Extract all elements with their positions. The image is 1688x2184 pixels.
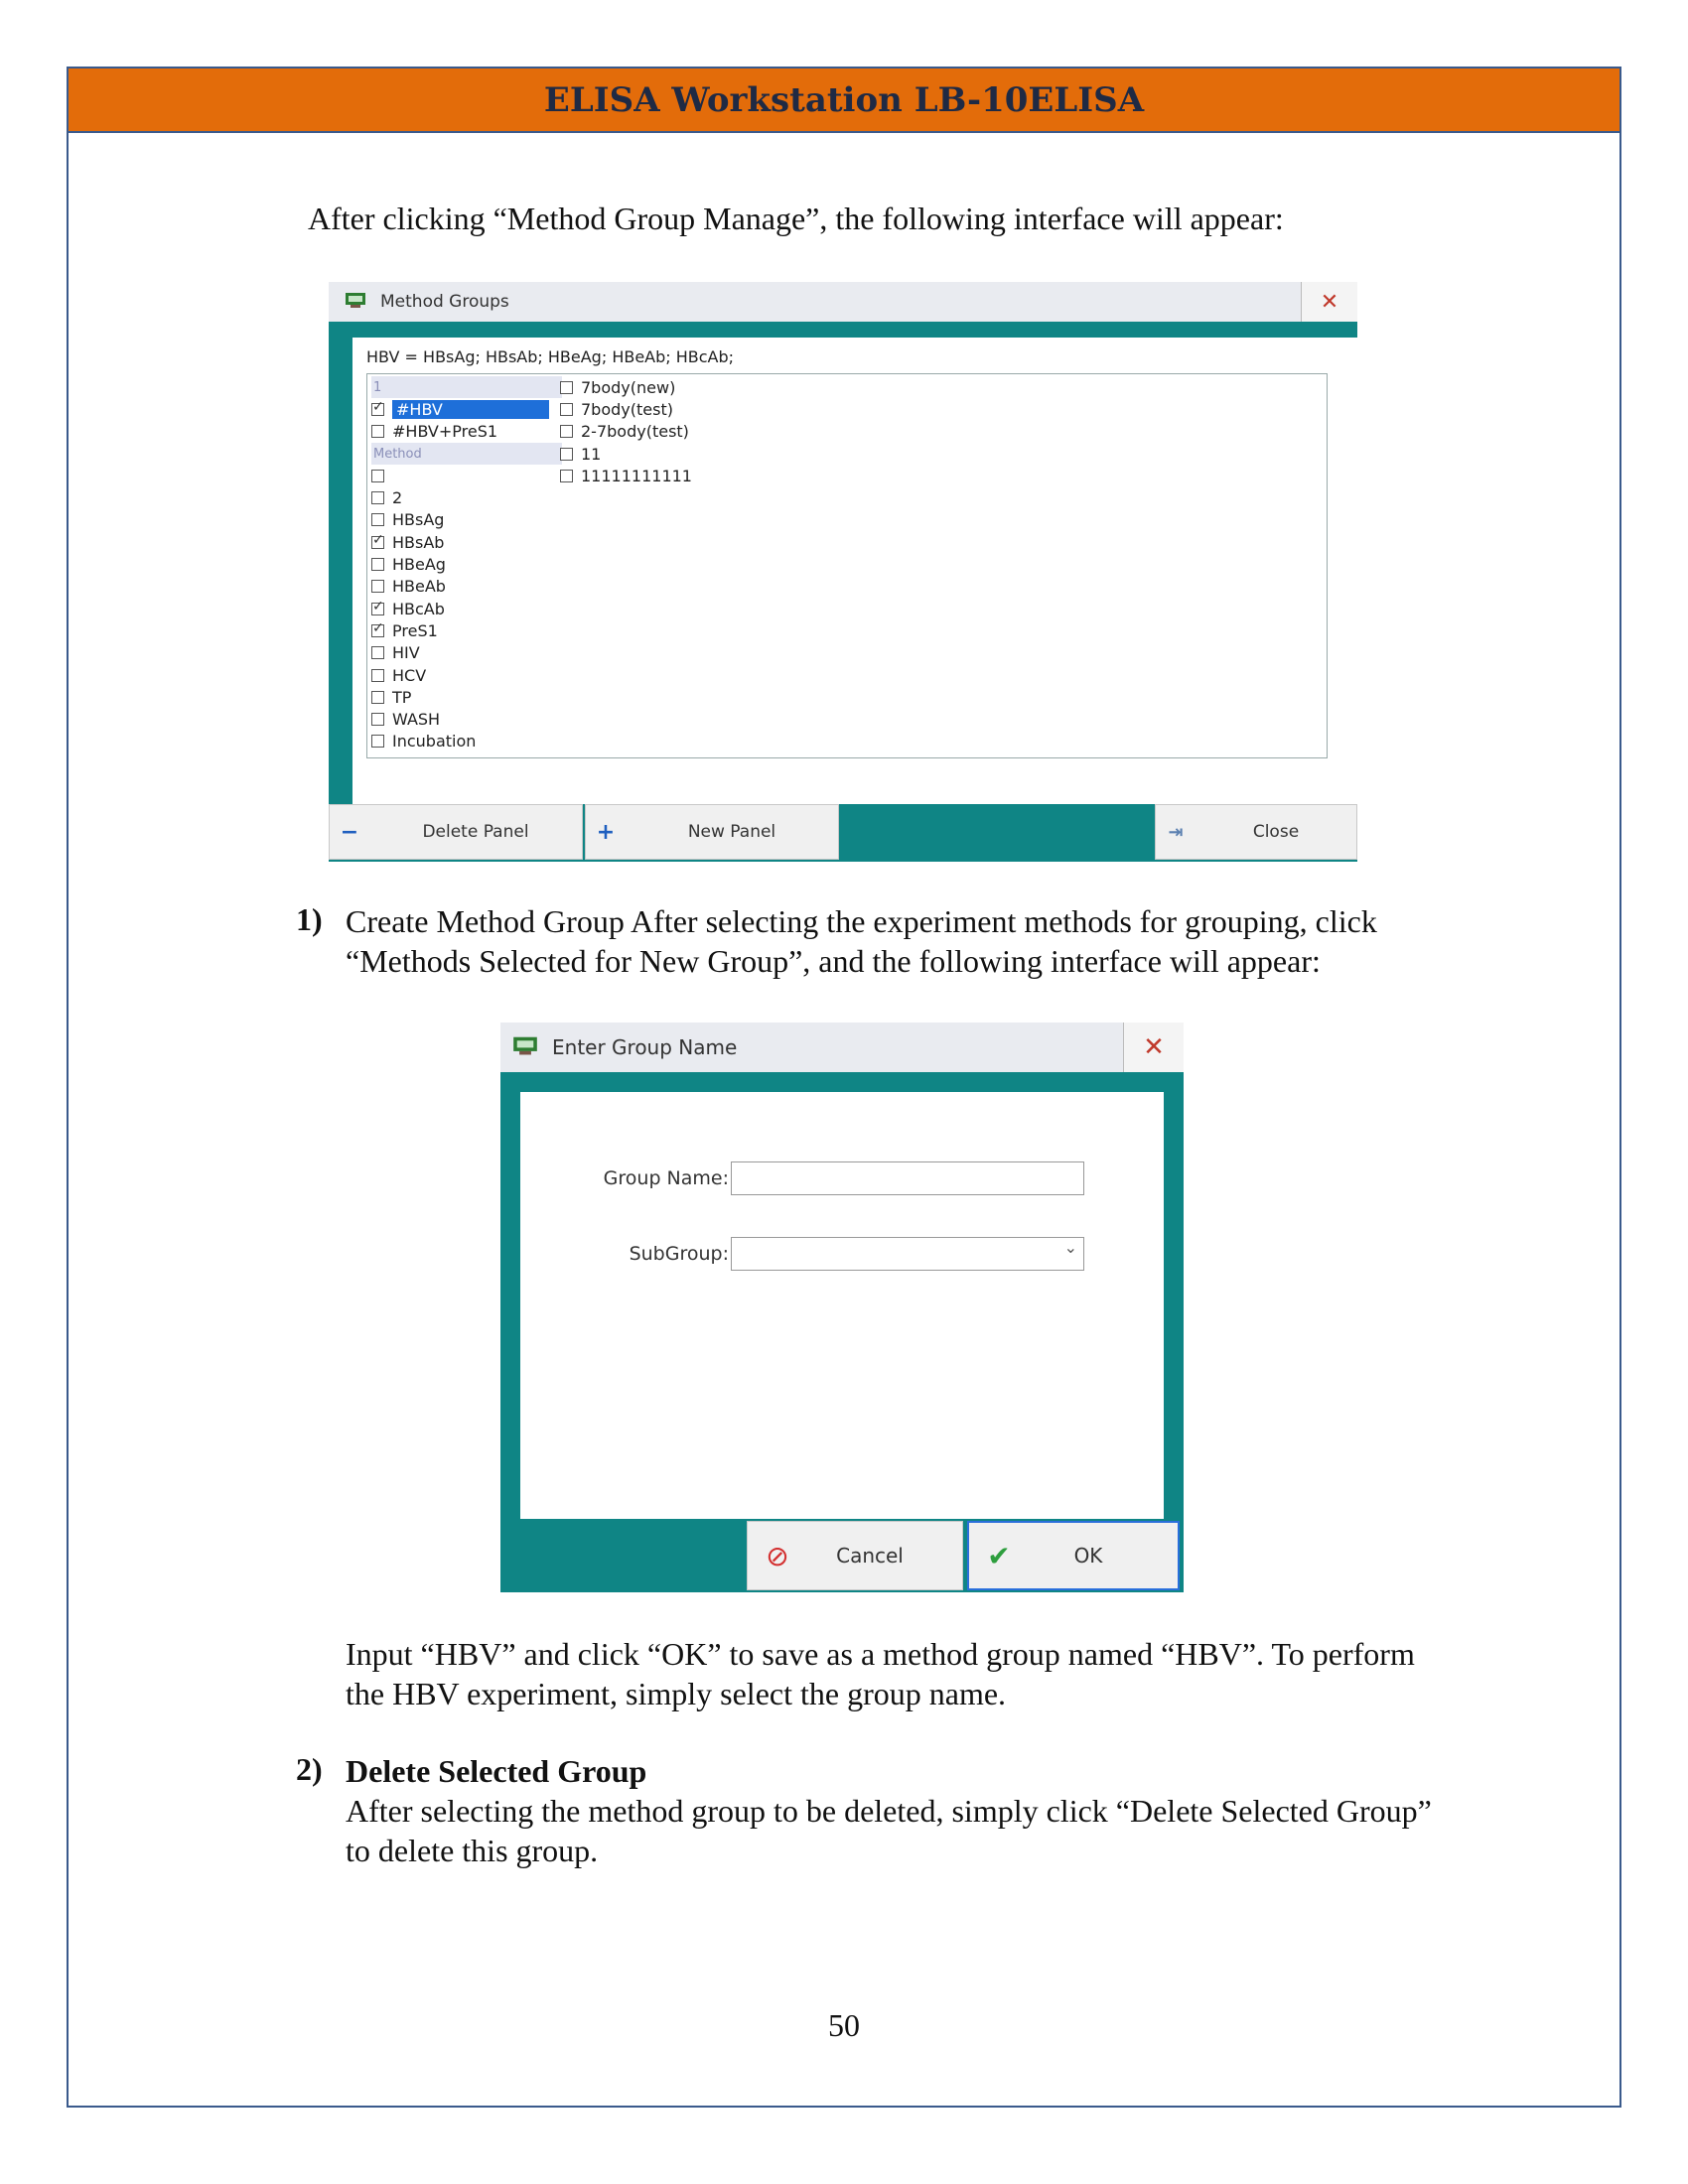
method-groups-window [329,282,1357,862]
window-titlebar [329,282,1357,322]
list-item-label: HBcAb [392,599,445,618]
chevron-down-icon: ⌄ [1063,1238,1077,1257]
close-icon[interactable]: ✕ [1123,1023,1184,1072]
list-item[interactable] [371,465,562,486]
checkbox[interactable] [560,425,573,438]
checkbox[interactable] [371,735,384,748]
list-item[interactable] [371,731,562,752]
cancel-button[interactable]: ⊘ Cancel [747,1521,963,1590]
list-item[interactable] [371,686,562,708]
checkbox[interactable] [371,425,384,438]
checkbox[interactable] [371,580,384,593]
document-title: ELISA Workstation LB-10ELISA [543,79,1145,120]
methods-list[interactable] [366,373,1328,758]
subgroup-select[interactable] [731,1237,1084,1271]
list-item-label: HBsAg [392,510,445,530]
checkbox[interactable] [371,513,384,526]
methods-column-left [371,376,562,752]
list-item[interactable] [560,443,692,465]
delete-panel-button[interactable]: − Delete Panel [329,804,583,860]
checkbox[interactable] [371,491,384,504]
list-item-label: TP [392,687,412,707]
methods-column-right [560,376,692,486]
window-title: Enter Group Name [552,1035,738,1059]
list-item[interactable] [371,398,562,420]
step2-line1: After selecting the method group to be deleted, simply click “Delete Selected Group” [346,1793,1432,1829]
list-item[interactable] [371,708,562,730]
minus-icon: − [340,819,359,845]
cancel-icon: ⊘ [766,1539,789,1572]
step2-heading: Delete Selected Group [346,1753,647,1789]
list-item-label: HBeAb [392,577,446,597]
checkbox[interactable] [371,646,384,659]
window-title: Method Groups [380,292,509,312]
method-groups-panel [352,338,1363,804]
list-item[interactable] [560,421,692,443]
checkbox[interactable] [560,448,573,461]
list-item[interactable] [371,664,562,686]
check-icon: ✔ [987,1539,1011,1572]
group-formula: HBV = HBsAg; HBsAb; HBeAg; HBeAb; HBcAb; [366,347,735,366]
list-item[interactable] [560,465,692,486]
list-item-label: 2 [392,488,403,508]
header-bar [69,68,1619,133]
list-section-header: 1 [371,376,562,398]
list-item-label: 7body(test) [581,399,673,419]
checkbox[interactable] [371,691,384,704]
list-item-label: 11111111111 [581,466,692,485]
app-icon [512,1034,538,1060]
enter-group-panel [520,1092,1164,1519]
list-item[interactable] [371,619,562,641]
list-item[interactable] [371,421,562,443]
step1-line2: “Methods Selected for New Group”, and the following interface will appear: [346,943,1321,979]
list-item-label: HIV [392,643,420,663]
window-titlebar [500,1023,1184,1072]
list-item-label: 2-7body(test) [581,422,689,442]
checkbox[interactable] [560,381,573,394]
page-number: 50 [828,2007,860,2043]
list-item-label: 11 [581,444,602,464]
checkbox[interactable] [371,624,384,637]
intro-text: After clicking “Method Group Manage”, the following interface will appear: [308,201,1284,236]
plus-icon: + [596,819,616,845]
ok-button[interactable]: ✔ OK [967,1521,1180,1590]
list-item-label: HCV [392,665,427,685]
checkbox[interactable] [371,558,384,571]
after-input-line1: Input “HBV” and click “OK” to save as a method group named “HBV”. To perform [346,1636,1415,1672]
enter-group-name-window [500,1023,1184,1592]
list-item[interactable] [371,509,562,531]
checkbox[interactable] [371,603,384,615]
checkbox[interactable] [371,470,384,482]
checkbox[interactable] [371,713,384,726]
subgroup-label: SubGroup: [629,1243,729,1265]
checkbox[interactable] [371,536,384,549]
list-item-label: #HBV+PreS1 [392,422,498,442]
list-item[interactable] [371,531,562,553]
list-item-label: Incubation [392,732,477,751]
checkbox[interactable] [560,470,573,482]
list-item[interactable] [371,598,562,619]
list-item[interactable] [371,642,562,664]
checkbox[interactable] [371,403,384,416]
button-bar [329,804,1357,860]
close-button[interactable]: ⇥ Close [1155,804,1357,860]
list-item[interactable] [560,376,692,398]
list-item[interactable] [371,576,562,598]
step1-number: 1) [296,901,323,937]
list-item-label: HBeAg [392,555,446,575]
list-item[interactable] [371,486,562,508]
checkbox[interactable] [371,669,384,682]
group-name-input[interactable] [731,1161,1084,1195]
step1-line1: Create Method Group After selecting the experiment methods for grouping, click [346,903,1377,939]
step2-number: 2) [296,1751,323,1787]
list-item-label: WASH [392,710,441,730]
close-icon[interactable]: ✕ [1301,282,1357,322]
after-input-line2: the HBV experiment, simply select the group name. [346,1676,1007,1711]
list-item-label: PreS1 [392,620,438,640]
checkbox[interactable] [560,403,573,416]
exit-icon: ⇥ [1168,821,1184,843]
new-panel-button[interactable]: + New Panel [585,804,839,860]
app-icon [345,291,366,313]
step2-line2: to delete this group. [346,1833,599,1868]
list-item[interactable] [560,398,692,420]
group-name-label: Group Name: [603,1167,729,1189]
list-item[interactable] [371,553,562,575]
list-section-header: Method [371,443,562,465]
list-item-label: #HBV [392,400,549,419]
list-item-label: 7body(new) [581,377,676,397]
list-item-label: HBsAb [392,532,445,552]
